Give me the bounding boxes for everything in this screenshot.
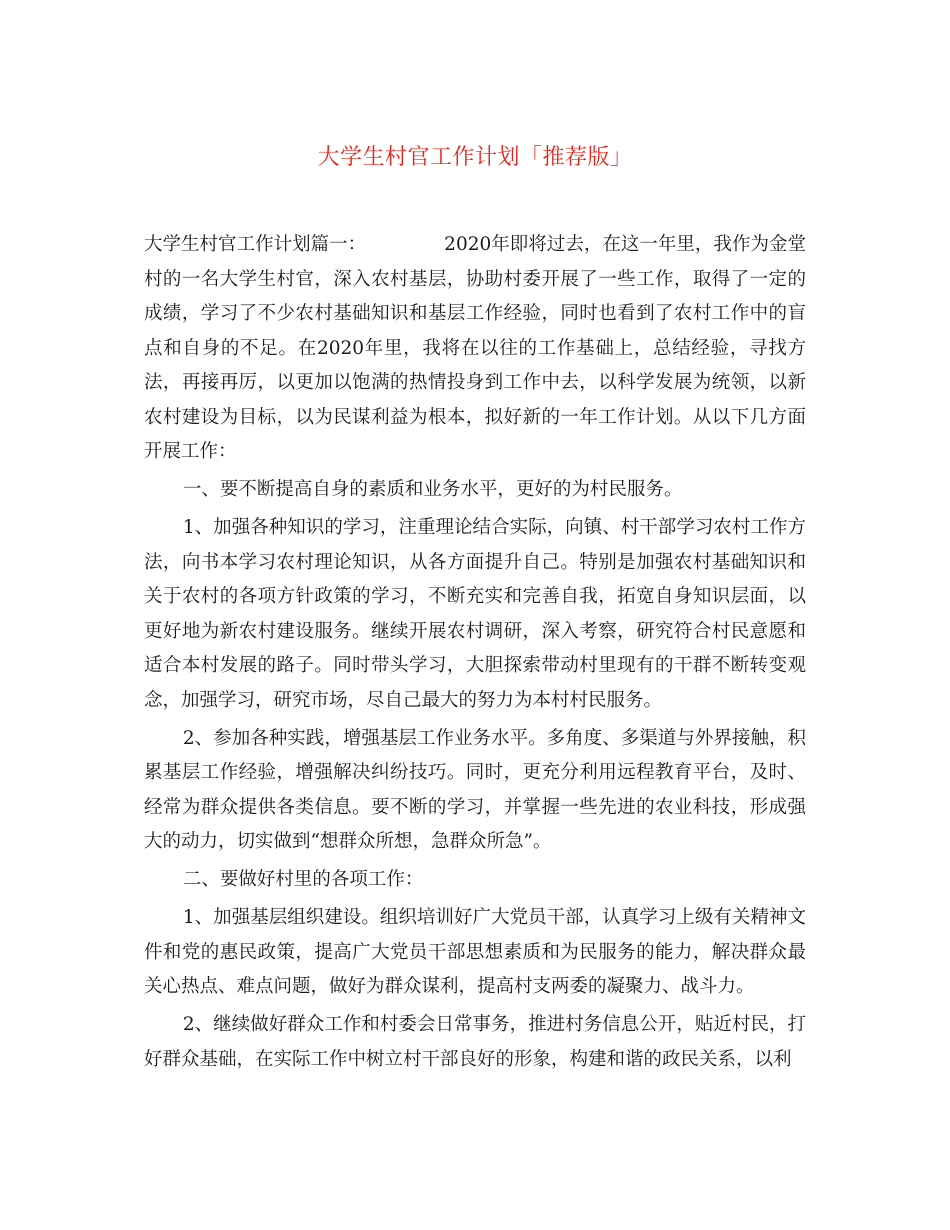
paragraph: 1、加强各种知识的学习，注重理论结合实际，向镇、村干部学习农村工作方法，向书本学习农村理论知识，从各方面提升自己。特别是加强农村基础知识和关于农村的各项方针政策的学习，不断充实和完善自我，拓宽自身知识层面，以更好地为新农村建设服务。继续开展农村调研，深入考察，研究符合村民意愿和适合本村发展的路子。同时带头学习，大胆探索带动村里现有的干群不断转变观念，加强学习，研究市场，尽自己最大的努力为本村村民服务。 bbox=[144, 517, 806, 711]
intro-text: 2020年即将过去，在这一年里，我作为金堂村的一名大学生村官，深入农村基层，协助村委开展了一些工作，取得了一定的成绩，学习了不少农村基础知识和基层工作经验，同时也看到了农村工作中的盲点和自身的不足。在2020年里，我将在以往的工作基础上，总结经验，寻找方法，再接再厉，以更加以饱满的热情投身到工作中去，以科学发展为统领，以新农村建设为目标，以为民谋利益为根本，拟好新的一年工作计划。从以下几方面开展工作： bbox=[144, 234, 806, 462]
intro-paragraph bbox=[144, 228, 806, 470]
document-title: 大学生村官工作计划「推荐版」 bbox=[317, 145, 633, 170]
section-heading-2: 二、要做好村里的各项工作： bbox=[182, 869, 424, 890]
paragraph: 2、参加各种实践，增强基层工作业务水平。多角度、多渠道与外界接触，积累基层工作经验，增强解决纠纷技巧。同时，更充分利用远程教育平台，及时、经常为群众提供各类信息。要不断的学习，并掌握一些先进的农业科技，形成强大的动力，切实做到“想群众所想，急群众所急”。 bbox=[144, 727, 806, 852]
section-heading-1: 一、要不断提高自身的素质和业务水平，更好的为村民服务。 bbox=[182, 479, 683, 500]
document-body bbox=[144, 228, 806, 1081]
paragraph: 2、继续做好群众工作和村委会日常事务，推进村务信息公开，贴近村民，打好群众基础，在实际工作中树立村干部良好的形象，构建和谐的政民关系，以利 bbox=[144, 1014, 806, 1070]
intro-label: 大学生村官工作计划篇一： bbox=[144, 234, 367, 255]
paragraph: 1、加强基层组织建设。组织培训好广大党员干部，认真学习上级有关精神文件和党的惠民政策，提高广大党员干部思想素质和为民服务的能力，解决群众最关心热点、难点问题，做好为群众谋利，提高村支两委的凝聚力、战斗力。 bbox=[144, 907, 806, 997]
